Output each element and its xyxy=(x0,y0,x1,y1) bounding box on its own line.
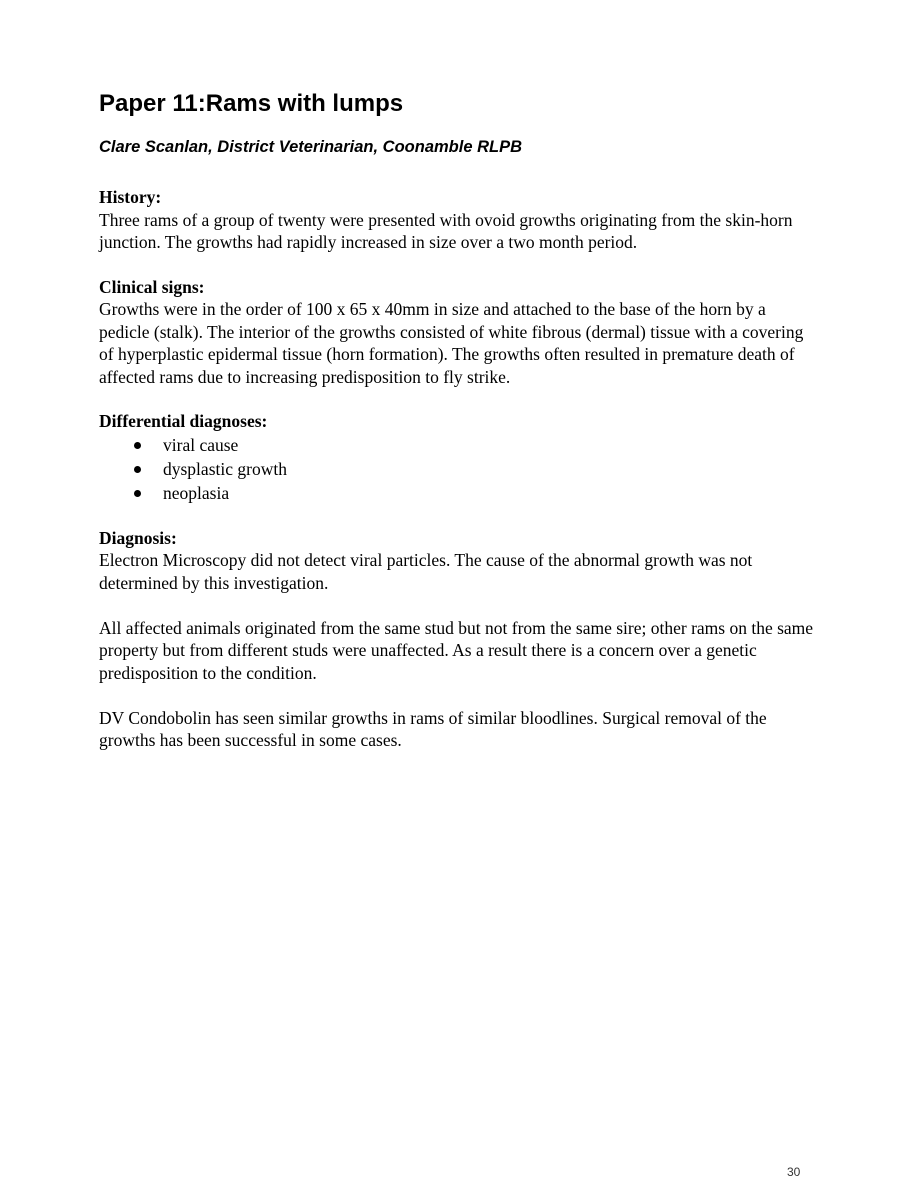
page-title: Paper 11:Rams with lumps xyxy=(99,90,404,117)
bullet-icon xyxy=(134,466,141,473)
list-item xyxy=(99,433,814,457)
list-item-text: neoplasia xyxy=(163,482,230,503)
section-heading: Clinical signs: xyxy=(99,276,205,297)
section-differential-diagnoses xyxy=(99,410,814,505)
list-item-text: dysplastic growth xyxy=(163,458,287,479)
section-clinical-signs xyxy=(99,276,814,389)
section-paragraph: Growths were in the order of 100 x 65 x 40mm in size and attached to the base of the horn by a pedicle (stalk). The interior of the growths consisted of white fibrous (dermal) tissue with a covering of hyperplastic epidermal tissue (horn formation). The growths often resulted in premature death of affected rams due to increasing predisposition to fly strike. xyxy=(99,299,804,387)
section-paragraph: All affected animals originated from the same stud but not from the same sire; other rams on the same property but from different studs were unaffected. As a result there is a concern over a genetic predisposition to the condition. xyxy=(99,617,814,683)
author-line: Clare Scanlan, District Veterinarian, Coonamble RLPB xyxy=(99,138,523,156)
section-heading: Differential diagnoses: xyxy=(99,411,268,431)
page-number: 30 xyxy=(787,1165,801,1179)
list-item xyxy=(99,457,814,481)
bullet-list xyxy=(99,433,814,505)
bullet-icon xyxy=(134,442,141,449)
document-page xyxy=(99,88,814,752)
section-heading: Diagnosis: xyxy=(99,527,177,548)
section-paragraph: DV Condobolin has seen similar growths in rams of similar bloodlines. Surgical removal of the growths has been successful in some cases. xyxy=(99,707,767,750)
list-item xyxy=(99,481,814,505)
section-heading: History: xyxy=(99,187,162,207)
bullet-icon xyxy=(134,490,141,497)
list-item-text: viral cause xyxy=(163,434,239,455)
section-diagnosis xyxy=(99,527,814,752)
section-history xyxy=(99,186,814,254)
section-paragraph: Three rams of a group of twenty were presented with ovoid growths originating from the skin-horn junction. The growths had rapidly increased in size over a two month period. xyxy=(99,209,793,252)
section-paragraph: Electron Microscopy did not detect viral particles. The cause of the abnormal growth was not determined by this investigation. xyxy=(99,550,753,593)
